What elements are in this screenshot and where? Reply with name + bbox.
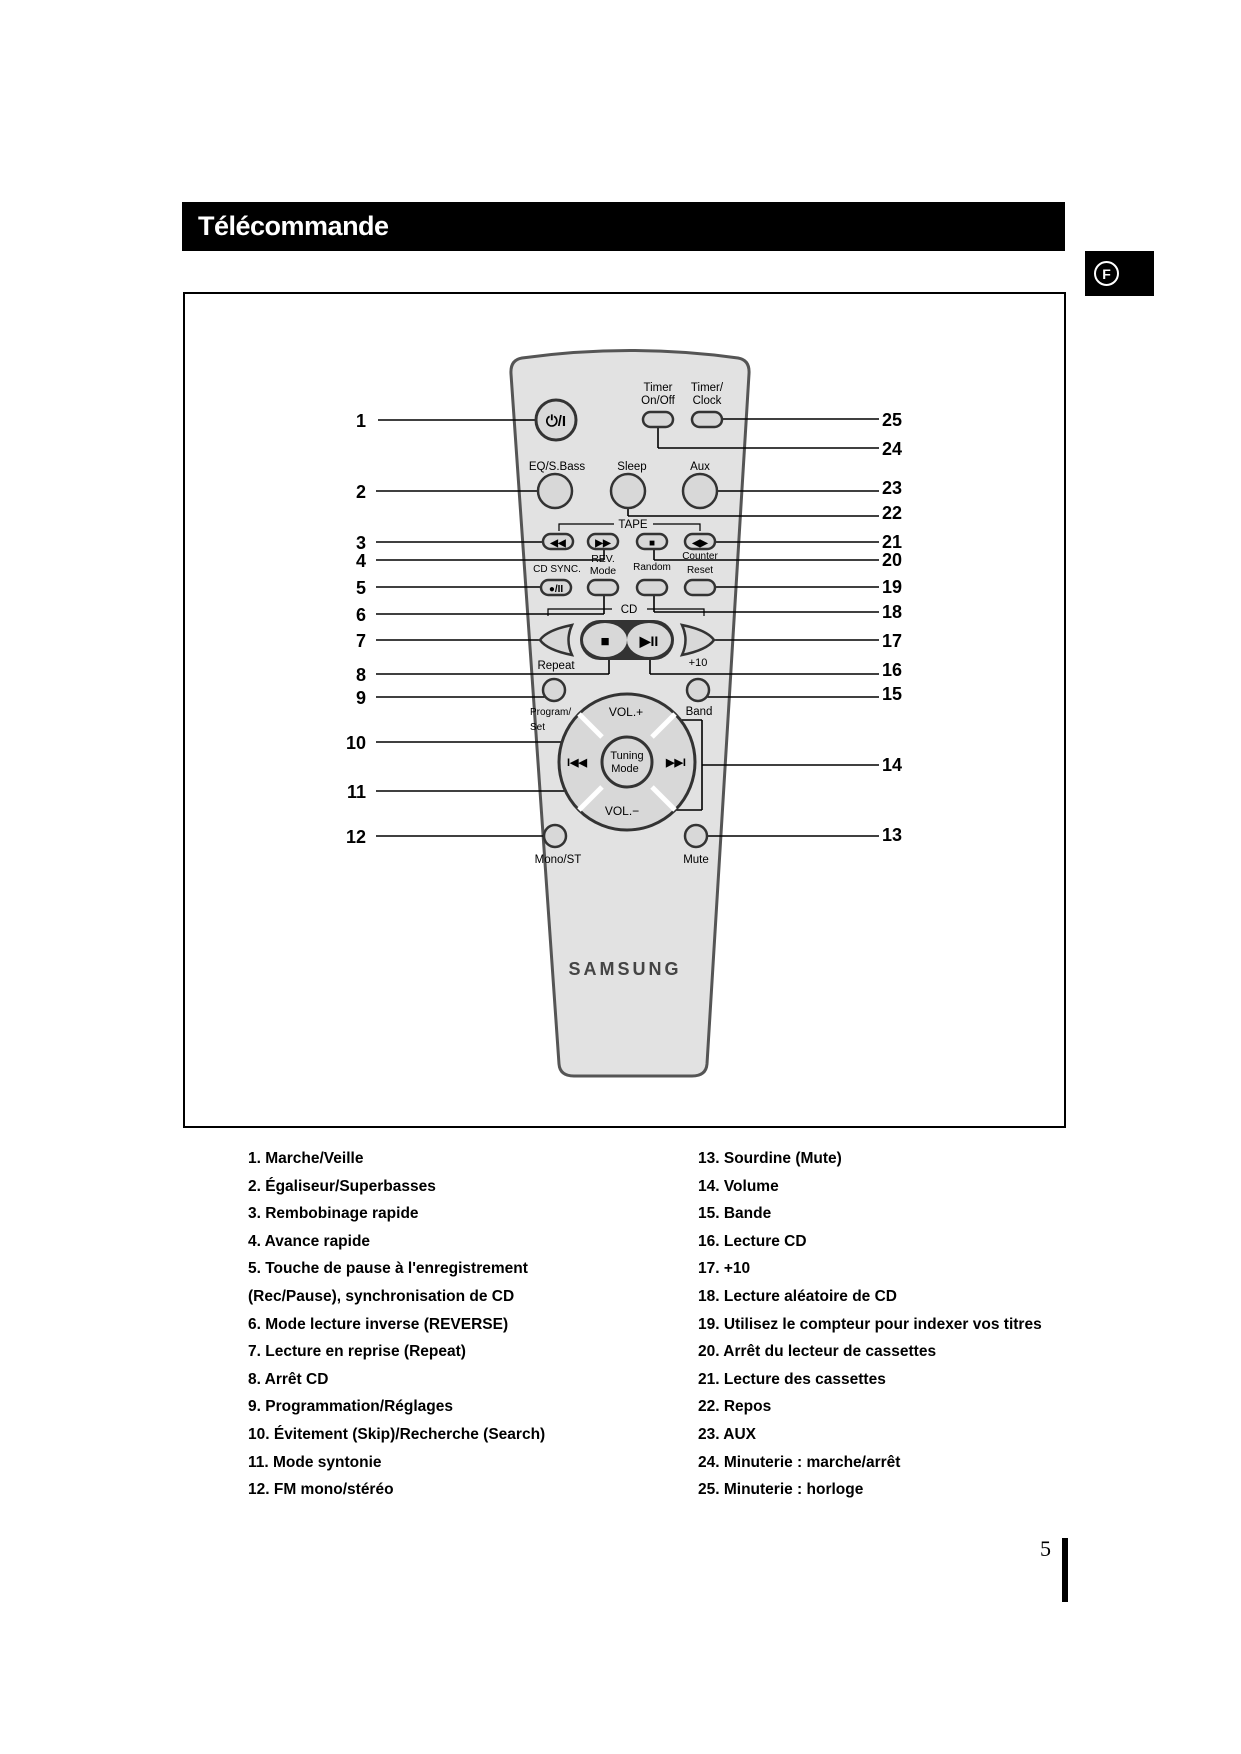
tape-stop-icon: ■ (648, 538, 656, 549)
callout-18: 18 (882, 602, 903, 622)
mono-st-button[interactable] (544, 825, 566, 847)
callout-3: 3 (355, 533, 366, 553)
left-callout-numbers (346, 411, 366, 847)
repeat-label: Repeat (537, 660, 575, 672)
tuning-label-2: Mode (611, 763, 639, 775)
legend-right-column (698, 1145, 1118, 1504)
aux-label: Aux (690, 461, 710, 473)
legend-item: 18. Lecture aléatoire de CD (698, 1287, 897, 1305)
callout-8: 8 (355, 665, 366, 685)
timer-clock-label-1: Timer/ (690, 382, 724, 394)
legend-item: 5. Touche de pause à l'enregistrement (248, 1260, 528, 1278)
callout-7: 7 (355, 631, 366, 651)
legend-item: 10. Évitement (Skip)/Recherche (Search) (248, 1425, 546, 1443)
callout-12: 12 (345, 827, 366, 847)
sleep-button[interactable] (611, 474, 645, 508)
legend-item: 9. Programmation/Réglages (248, 1398, 454, 1416)
band-button[interactable] (687, 679, 709, 701)
reverse-mode-button[interactable] (588, 580, 618, 595)
legend-item: 7. Lecture en reprise (Repeat) (248, 1343, 466, 1361)
mono-st-label: Mono/ST (534, 854, 582, 866)
callout-9: 9 (355, 688, 366, 708)
remote-diagram-frame (183, 292, 1066, 1128)
callout-13: 13 (882, 825, 903, 845)
rev-mode-label-2: Mode (589, 565, 617, 577)
band-label: Band (685, 706, 713, 718)
section-title: Télécommande (198, 211, 389, 241)
cd-label: CD (620, 604, 638, 616)
rec-pause-icon: ●/II (548, 584, 564, 595)
timer-clock-button[interactable] (692, 412, 722, 427)
legend-item: 11. Mode syntonie (248, 1453, 382, 1471)
callout-15: 15 (882, 684, 903, 704)
legend-item: (Rec/Pause), synchronisation de CD (248, 1287, 515, 1305)
timer-onoff-button[interactable] (643, 412, 673, 427)
legend-item: 14. Volume (698, 1177, 779, 1195)
callout-1: 1 (355, 411, 366, 431)
brand-logo-text: SAMSUNG (568, 959, 682, 979)
language-badge: F (1094, 261, 1119, 286)
page-number: 5 (1040, 1536, 1051, 1561)
tape-label: TAPE (618, 519, 648, 531)
cd-sync-label: CD SYNC. (533, 564, 581, 575)
eq-sbass-button[interactable] (538, 474, 572, 508)
legend-item: 4. Avance rapide (248, 1232, 371, 1250)
callout-10: 10 (345, 733, 366, 753)
counter-reset-button[interactable] (685, 580, 715, 595)
legend-item: 12. FM mono/stéréo (248, 1481, 394, 1499)
callout-11: 11 (346, 782, 366, 802)
legend-item: 6. Mode lecture inverse (REVERSE) (248, 1315, 509, 1333)
plus10-label: +10 (688, 657, 708, 669)
callout-25: 25 (882, 410, 903, 430)
callout-14: 14 (882, 755, 903, 775)
legend-item: 21. Lecture des cassettes (698, 1370, 886, 1388)
rewind-icon: ◀◀ (550, 538, 566, 549)
legend-item: 3. Rembobinage rapide (248, 1205, 419, 1223)
legend-item: 8. Arrêt CD (248, 1370, 329, 1388)
random-button[interactable] (637, 580, 667, 595)
timer-onoff-label-2: On/Off (641, 395, 675, 407)
timer-clock-label-2: Clock (692, 395, 722, 407)
legend-item: 1. Marche/Veille (248, 1150, 364, 1167)
legend-item: 22. Repos (698, 1398, 772, 1416)
vol-down-label[interactable]: VOL.− (604, 804, 640, 818)
legend-item: 15. Bande (698, 1205, 772, 1223)
skip-forward-icon[interactable]: ▶▶I (666, 757, 686, 769)
callout-2: 2 (355, 482, 366, 502)
callout-4: 4 (355, 551, 366, 571)
vol-up-label[interactable]: VOL.+ (608, 705, 644, 719)
legend-item: 16. Lecture CD (698, 1232, 807, 1250)
skip-back-icon[interactable]: I◀◀ (567, 757, 587, 769)
remote-diagram (185, 294, 1064, 1126)
fast-forward-icon: ▶▶ (595, 538, 611, 549)
legend-item: 17. +10 (698, 1260, 751, 1278)
callout-20: 20 (882, 550, 903, 570)
callout-5: 5 (355, 578, 366, 598)
legend-item: 25. Minuterie : horloge (698, 1481, 864, 1499)
eq-label: EQ/S.Bass (528, 461, 586, 473)
cd-play-pause-icon: ▶II (639, 633, 659, 649)
aux-button[interactable] (683, 474, 717, 508)
page-number-rule (1062, 1538, 1068, 1602)
callout-23: 23 (882, 478, 903, 498)
program-label-1: Program/ (530, 707, 572, 718)
legend-item: 13. Sourdine (Mute) (698, 1150, 842, 1167)
callout-21: 21 (882, 532, 903, 552)
random-label: Random (633, 562, 671, 573)
counter-label-1: Counter (682, 551, 718, 562)
language-tab (1085, 251, 1154, 296)
counter-label-2: Reset (686, 565, 714, 576)
callout-6: 6 (355, 605, 366, 625)
timer-onoff-label-1: Timer (643, 382, 673, 394)
program-set-button[interactable] (543, 679, 565, 701)
legend-item: 24. Minuterie : marche/arrêt (698, 1453, 901, 1471)
cd-stop-icon: ■ (600, 633, 610, 650)
rev-mode-label-1: REV. (591, 553, 615, 565)
callout-16: 16 (882, 660, 903, 680)
tuning-mode-button[interactable] (602, 737, 652, 787)
tape-play-icon: ◀▶ (692, 538, 708, 549)
legend-left-column (248, 1145, 668, 1504)
legend-item: 19. Utilisez le compteur pour indexer vos titres (698, 1315, 1042, 1333)
mute-label: Mute (683, 854, 709, 866)
callout-24: 24 (882, 439, 903, 459)
mute-button[interactable] (685, 825, 707, 847)
sleep-label: Sleep (617, 461, 647, 473)
program-label-2: Set (530, 722, 546, 733)
legend-item: 20. Arrêt du lecteur de cassettes (698, 1343, 937, 1361)
legend-item: 2. Égaliseur/Superbasses (248, 1177, 436, 1195)
section-title-bar (182, 202, 1065, 251)
callout-22: 22 (882, 503, 903, 523)
callout-19: 19 (882, 577, 903, 597)
power-icon: ⏻/I (545, 413, 567, 430)
tuning-label-1: Tuning (610, 750, 644, 762)
legend-item: 23. AUX (698, 1425, 757, 1443)
right-callout-numbers (882, 410, 902, 845)
callout-17: 17 (882, 631, 903, 651)
